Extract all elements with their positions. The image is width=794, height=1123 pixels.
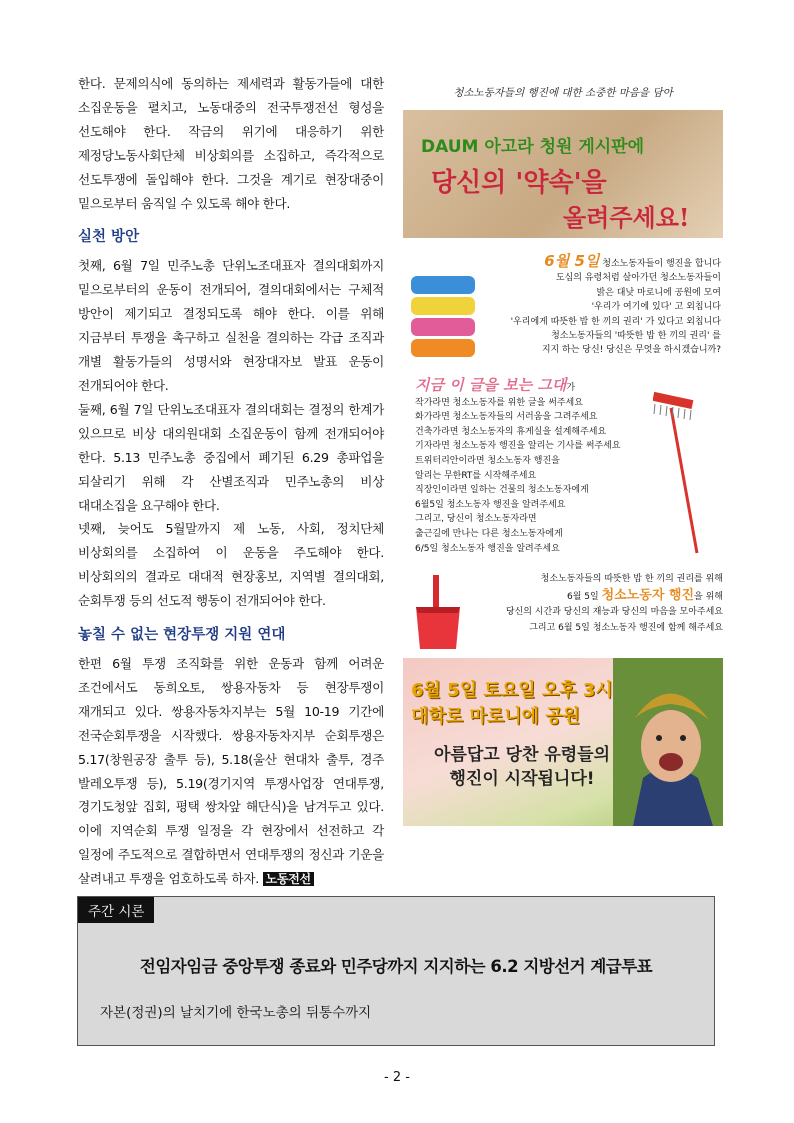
poster-text: '우리가 여기에 있다' 고 외칩니다 (591, 302, 721, 313)
poster-text: 기자라면 청소노동자 행진을 알리는 기사를 써주세요 (415, 441, 621, 452)
poster-text: 출근길에 만나는 다른 청소노동자에게 (415, 528, 563, 539)
dustpan-illustration (413, 573, 463, 651)
article-paragraph: 넷째, 늦어도 5월말까지 제 노동, 사회, 정치단체 비상회의를 소집하여 이 운동을 주도해야 한다. 비상회의의 결과로 대대적 현장홍보, 지역별 결의대회, 순회투쟁 등의 선도적 행동이 전개되어야 한다. (78, 521, 384, 609)
event-slogan (427, 743, 617, 791)
call-heading: 지금 이 글을 보는 그대 (415, 376, 567, 394)
poster-text: 지지 하는 당신! 당신은 무엇을 하시겠습니까? (541, 345, 721, 356)
event-date: 6월 5일 토요일 오후 3시 (411, 680, 613, 701)
page-number: - 2 - (384, 1070, 410, 1085)
poster-text: 을 위해 (694, 591, 723, 602)
section-heading: 놓칠 수 없는 현장투쟁 지원 연대 (78, 627, 286, 644)
poster-text: '우리에게 따뜻한 밥 한 끼의 권리' 가 있다고 외칩니다 (510, 316, 721, 327)
poster (403, 85, 723, 826)
poster-text: 트위터리안이라면 청소노동자 행진을 (415, 455, 560, 466)
slogan-line: 아름답고 당찬 유령들의 (433, 745, 611, 765)
march-intro-text (491, 254, 721, 358)
poster-text: 알리는 무한RT를 시작해주세요 (415, 470, 537, 481)
event-banner (403, 658, 723, 826)
poster-text: 건축가라면 청소노동자의 휴게실을 설계해주세요 (415, 426, 607, 437)
poster-text: 직장인이라면 일하는 건물의 청소노동자에게 (415, 485, 589, 496)
section-heading: 실천 방안 (78, 229, 140, 246)
article-paragraph: 첫째, 6월 7일 민주노총 단위노조대표자 결의대회까지 밑으로부터의 운동이 전개되어, 결의대회에서는 구체적 방안이 제기되고 결정되도록 해야 한다. 이를 위해 지금부터 투쟁을 촉구하고 실천을 결의하는 각급 조직과 개별 활동가들의 성명서와 현장대자보 발표 운동이 전개되어야 한다. (78, 258, 384, 393)
poster-caption: 청소노동자들의 행진에 대한 소중한 마음을 담아 (453, 87, 673, 99)
article-paragraph (78, 652, 384, 892)
poster-text: 그리고 6월 5일 청소노동자 행진에 함께 해주세요 (529, 622, 723, 633)
column-subtitle: 자본(정권)의 날치기에 한국노총의 뒤통수까지 (100, 1005, 372, 1021)
poster-text: 당신의 시간과 당신의 재능과 당신의 마음을 모아주세요 (505, 607, 723, 617)
poster-text: 도심의 유령처럼 살아가던 청소노동자들이 (555, 273, 721, 284)
column-title: 전임자임금 중앙투쟁 종료와 민주당까지 지지하는 6.2 지방선거 계급투표 (139, 957, 653, 976)
poster-text: 청소노동자들의 '따뜻한 밥 한 끼의 권리' 를 (551, 331, 721, 342)
call-to-action-panel (403, 378, 723, 568)
call-to-action-text (415, 378, 645, 556)
call-heading-suffix: 가 (566, 383, 576, 393)
poster-text: 청소노동자들이 행진을 합니다 (602, 259, 721, 269)
article-column (78, 72, 384, 892)
support-panel (403, 568, 723, 656)
march-intro-panel (403, 246, 723, 374)
poster-text: 6월5일 청소노동자 행진을 알려주세요 (415, 499, 566, 510)
agora-banner (403, 110, 723, 238)
sponge-illustration (411, 276, 475, 360)
march-highlight: 청소노동자 행진 (601, 587, 695, 603)
article-paragraph: 둘째, 6월 7일 단위노조대표자 결의대회는 결정의 한계가 있으므로 비상 대의원대회 소집운동이 함께 전개되어야 한다. 5.13 민주노총 중집에서 폐기된 6.29 총파업을 되살리기 위해 각 산별조직과 민주노총의 비상 대대소집을 요구해야 한다. (78, 401, 384, 513)
article-text: 한편 6월 투쟁 조직화를 위한 운동과 함께 어려운 조건에서도 동희오토, 쌍용자동차 등 현장투쟁이 재개되고 있다. 쌍용자동차지부는 5월 10-19 기간에 전국순회투쟁을 시작했다. 쌍용자동차지부 순회투쟁은 5.17(창원공장 출투 등), 5.18(울산 현대차 출투, 경주 발레오투쟁 등), 5.19(경기지역 투쟁사업장 연대투쟁, 경기도청앞 집회, 평택 쌍차앞 해단식)을 남겨두고 있다. 이에 지역순회 투쟁 일정을 각 현장에서 선전하고 각 일정에 주도적으로 결합하면서 연대투쟁의 정신과 기운을 살려내고 투쟁을 엄호하도록 하자. (78, 656, 384, 887)
weekly-column-box (77, 896, 715, 1046)
worker-photo (613, 658, 723, 826)
banner-line: DAUM 아고라 청원 게시판에 (421, 137, 645, 157)
poster-text: 6월 5일 (567, 591, 599, 602)
poster-text: 그리고, 당신이 청소노동자라면 (415, 514, 537, 525)
poster-text: 화가라면 청소노동자들의 서러움을 그려주세요 (415, 412, 598, 423)
poster-text: 6/5일 청소노동자 행진을 알려주세요 (415, 543, 560, 554)
banner-line: 올려주세요! (563, 203, 690, 232)
article-paragraph: 한다. 문제의식에 동의하는 제세력과 활동가들에 대한 소집운동을 펼치고, 노동대중의 전국투쟁전선 형성을 선도해야 한다. 작금의 위기에 대응하기 위한 제정당노동사회단체 비상회의를 소집하고, 즉각적으로 선도투쟁에 돌입해야 한다. 그것을 계기로 현장대중이 밑으로부터 움직일 수 있도록 해야 한다. (78, 76, 384, 211)
date-highlight: 6월 5일 (544, 252, 600, 270)
support-text (473, 572, 723, 636)
signature-badge: 노동전선 (263, 872, 314, 886)
banner-line: 당신의 '약속'을 (431, 168, 607, 198)
support-line (473, 588, 723, 606)
poster-text: 밝은 대낮 마로니에 공원에 모여 (596, 287, 721, 298)
poster-text: 청소노동자들의 따뜻한 밥 한 끼의 권리를 위해 (540, 574, 723, 584)
column-tag: 주간 시론 (78, 897, 154, 923)
march-intro-line (491, 254, 721, 271)
poster-text: 작가라면 청소노동자를 위한 글을 써주세요 (415, 397, 583, 408)
call-heading-line (415, 378, 645, 396)
slogan-line: 행진이 시작됩니다! (449, 769, 595, 789)
broom-illustration (653, 388, 713, 558)
event-place: 대학로 마로니에 공원 (411, 706, 581, 727)
